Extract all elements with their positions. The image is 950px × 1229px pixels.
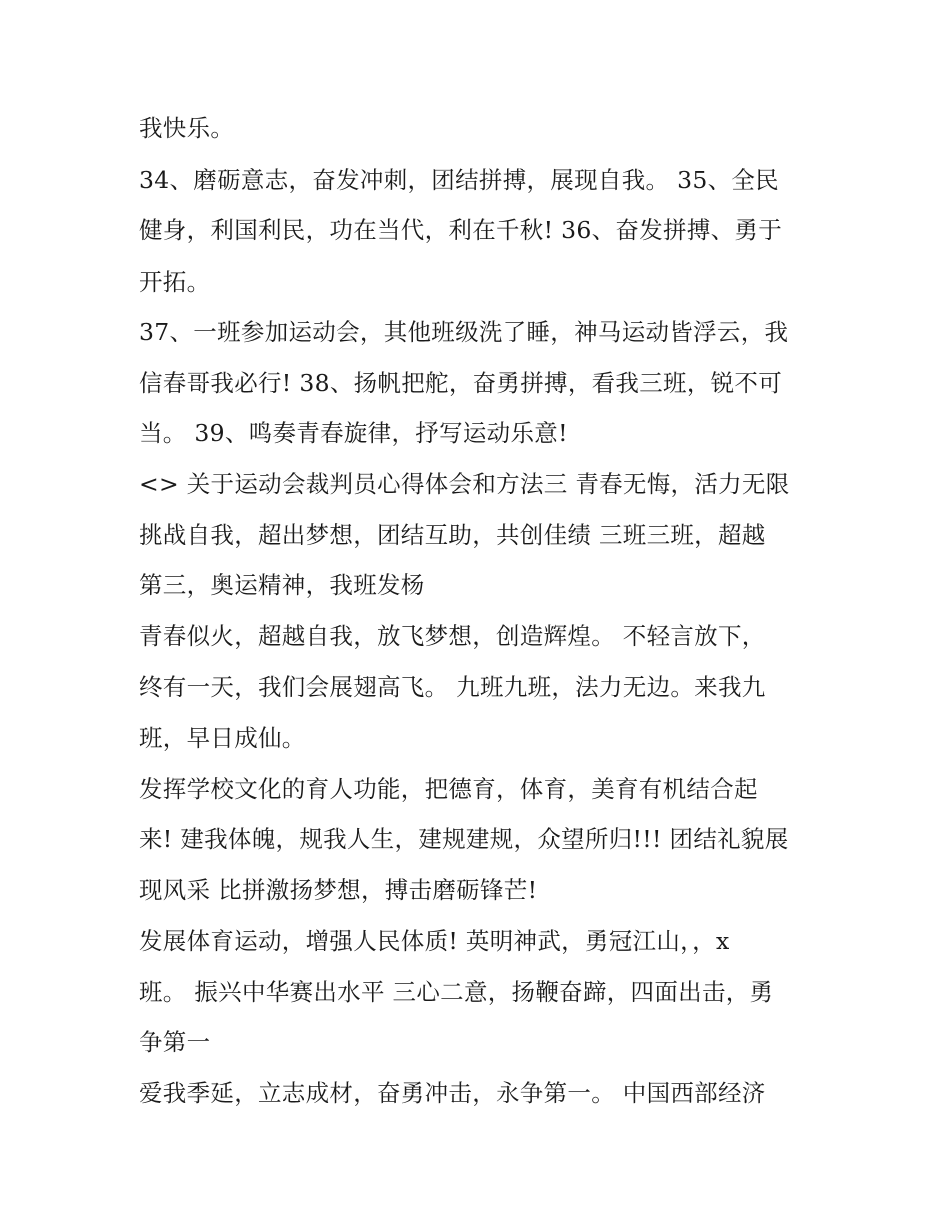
text-line: 来! 建我体魄，规我人生，建规建规，众望所归!!! 团结礼貌展 xyxy=(139,825,789,853)
text-line: 班，早日成仙。 xyxy=(139,724,306,752)
text-line: 爱我季延，立志成材，奋勇冲击，永争第一。 中国西部经济 xyxy=(139,1079,766,1107)
text-line: <> 关于运动会裁判员心得体会和方法三 青春无悔，活力无限 xyxy=(139,470,790,498)
text-line: 第三，奥运精神，我班发杨 xyxy=(139,571,425,599)
text-line: 我快乐。 xyxy=(139,114,235,142)
text-line: 发挥学校文化的育人功能，把德育，体育，美育有机结合起 xyxy=(139,775,758,803)
text-line: 开拓。 xyxy=(139,268,211,296)
text-line: 当。 39、鸣奏青春旋律，抒写运动乐意! xyxy=(139,419,568,447)
text-line: 争第一 xyxy=(139,1028,211,1056)
text-line: 挑战自我，超出梦想，团结互助，共创佳绩 三班三班，超越 xyxy=(139,521,766,549)
text-line: 青春似火，超越自我，放飞梦想，创造辉煌。 不轻言放下， xyxy=(139,622,766,650)
text-line: 终有一天，我们会展翅高飞。 九班九班，法力无边。来我九 xyxy=(139,673,766,701)
text-line: 发展体育运动，增强人民体质! 英明神武，勇冠江山，，x xyxy=(139,927,730,955)
text-line: 现风采 比拼激扬梦想，搏击磨砺锋芒! xyxy=(139,876,538,904)
text-line: 34、磨砺意志，奋发冲刺，团结拼搏，展现自我。 35、全民 xyxy=(139,166,779,194)
text-line: 信春哥我必行! 38、扬帆把舵，奋勇拼搏，看我三班，锐不可 xyxy=(139,369,783,397)
text-line: 班。 振兴中华赛出水平 三心二意，扬鞭奋蹄，四面出击，勇 xyxy=(139,978,774,1006)
text-line: 健身，利国利民，功在当代，利在千秋! 36、奋发拼搏、勇于 xyxy=(139,216,783,244)
text-line: 37、一班参加运动会，其他班级洗了睡，神马运动皆浮云，我 xyxy=(139,318,789,346)
